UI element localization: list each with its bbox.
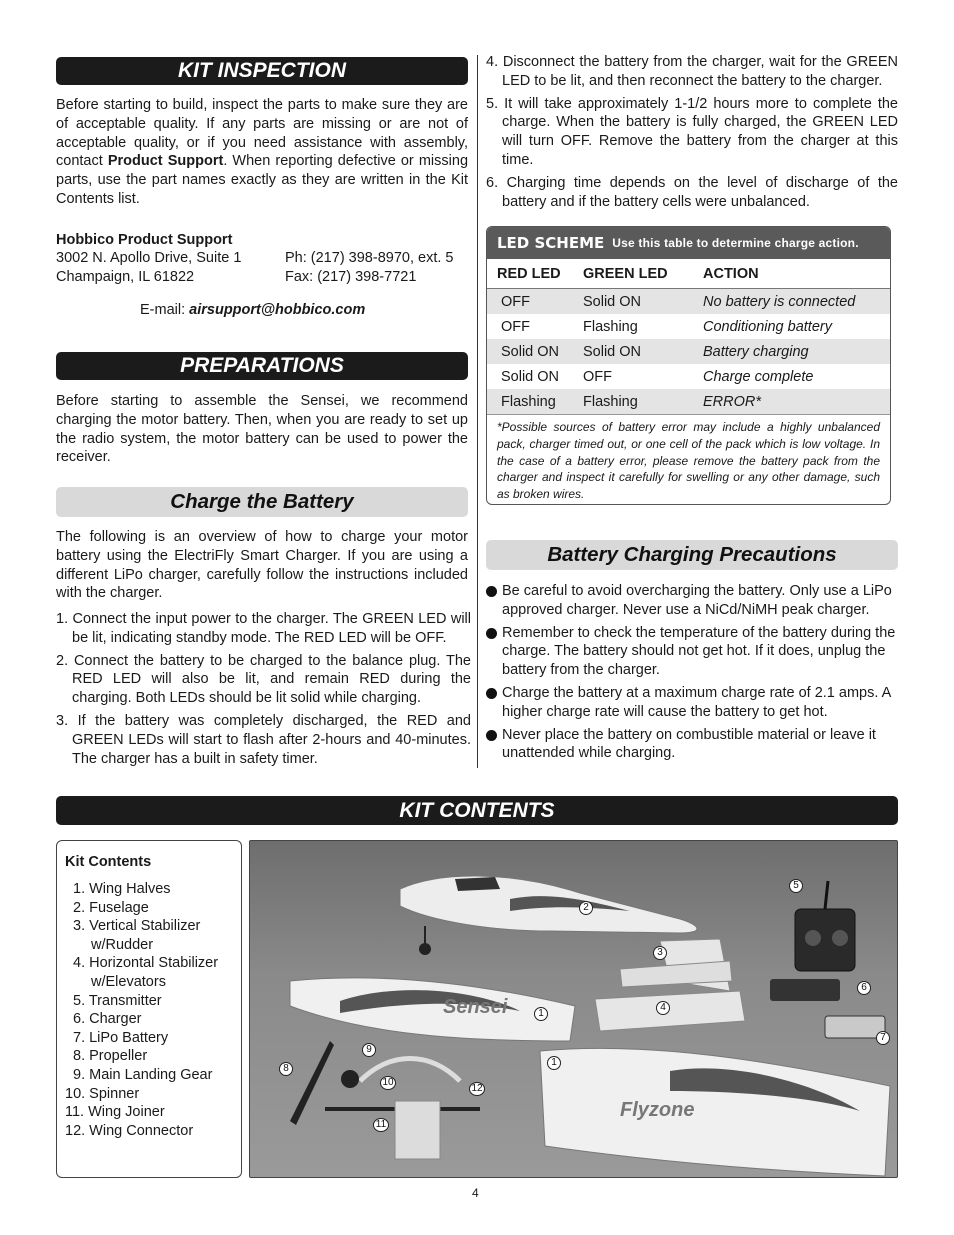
kit-inspection-paragraph: Before starting to build, inspect the parts to make sure they are of acceptable quality. If any parts are missing or are not of acceptable quality, or if you need assistance with assembly, contact Product Support. When reporting defective or missing parts, use the part names exactly as they are written in the Kit Contents list. [56,97,469,207]
charge-steps-right [486,53,898,215]
table-row [487,389,890,414]
kit-contents-list [57,880,218,1140]
kit-contents-list-box [56,840,242,1178]
precautions-heading: Battery Charging Precautions [486,540,898,570]
charge-step: 2. Connect the battery to be charged to the balance plug. The RED LED will also be lit, and remain RED during the charging. Both LEDs should be lit solid while charging. [56,652,471,707]
list-item: Remember to check the temperature of the battery during the charge. The battery should not get hot. If it does, unplug the battery from the charger. [486,624,900,680]
charge-step: 3. If the battery was completely discharged, the RED and GREEN LEDs will start to flash after 2-hours and 40-minutes. The charger has a built in safety timer. [56,712,471,767]
cell-red: OFF [501,293,530,310]
support-address-line1: 3002 N. Apollo Drive, Suite 1 [56,250,242,266]
table-row [487,364,890,389]
cell-red: Solid ON [501,368,560,385]
list-item: w/Elevators [91,973,166,990]
list-item: 10. Spinner [65,1085,140,1102]
page-number: 4 [472,1186,479,1200]
list-item: 1. Wing Halves [73,881,171,897]
table-row [487,314,890,339]
support-title: Hobbico Product Support [56,232,233,248]
bullet-icon [486,730,497,741]
photo-label: 11 [373,1118,389,1132]
led-footnote: *Possible sources of battery error may include a highly unbalanced pack, charger timed out, or one cell of the pack which is low voltage. In the case of a battery error, please remove the battery pack from the charger and inspect it carefully for swelling or any other damage, such as broken wires. [487,414,890,505]
cell-red: Flashing [501,393,556,410]
cell-action: ERROR* [703,393,762,410]
kit-parts-illustration [250,841,898,1178]
list-item: 6. Charger [73,1011,142,1028]
support-fax: Fax: (217) 398-7721 [285,269,417,285]
cell-green: OFF [583,368,612,385]
sensei-logo: Sensei [443,996,508,1018]
led-scheme-table [486,226,891,505]
list-item: Be careful to avoid overcharging the battery. Only use a LiPo approved charger. Never use a NiCd/NiMH peak charger. [486,582,900,620]
list-item: 12. Wing Connector [65,1122,194,1139]
bullet-icon [486,688,497,699]
photo-label: 1 [547,1056,561,1070]
bullet-icon [486,628,497,639]
photo-label: 3 [653,946,667,960]
kit-contents-heading: KIT CONTENTS [56,796,898,825]
led-scheme-title: LED SCHEME [497,234,605,252]
list-item: 2. Fuselage [73,899,149,916]
photo-label: 5 [789,879,803,893]
precautions-list [486,582,900,767]
flyzone-logo: Flyzone [620,1099,695,1121]
list-item: 8. Propeller [73,1048,148,1065]
table-row [487,289,890,314]
cell-green: Solid ON [583,293,642,310]
charge-step: 5. It will take approximately 1-1/2 hours more to complete the charge. When the battery is fully charged, the GREEN LED will turn OFF. Remove the battery from the charger at this time. [486,95,898,168]
led-column-headers [487,259,890,289]
email-link[interactable]: airsupport@hobbico.com [189,302,366,318]
kit-contents-photo [249,840,898,1178]
table-row [487,339,890,364]
col-action: ACTION [703,265,759,282]
support-phone: Ph: (217) 398-8970, ext. 5 [285,250,454,266]
photo-label: 6 [857,981,871,995]
support-address-line2: Champaign, IL 61822 [56,269,195,285]
cell-green: Solid ON [583,343,642,360]
cell-action: Charge complete [703,368,814,385]
list-item: 7. LiPo Battery [73,1029,169,1046]
cell-action: No battery is connected [703,293,856,310]
cell-red: Solid ON [501,343,560,360]
column-divider [477,55,478,768]
charge-battery-heading: Charge the Battery [56,487,468,517]
list-item: 4. Horizontal Stabilizer [73,955,219,972]
bullet-icon [486,586,497,597]
photo-label: 9 [362,1043,376,1057]
cell-green: Flashing [583,393,638,410]
col-red-led: RED LED [497,265,561,282]
cell-green: Flashing [583,318,638,335]
photo-label: 10 [380,1076,396,1090]
photo-label: 4 [656,1001,670,1015]
list-item: 9. Main Landing Gear [73,1066,213,1083]
led-scheme-subtitle: Use this table to determine charge action. [612,236,859,250]
list-item: Charge the battery at a maximum charge rate of 2.1 amps. A higher charge rate will cause the battery to get hot. [486,684,900,722]
list-item: Never place the battery on combustible material or leave it unattended while charging. [486,726,900,764]
photo-label: 1 [534,1007,548,1021]
led-scheme-header [487,227,890,259]
photo-label: 8 [279,1062,293,1076]
photo-label: 12 [469,1082,485,1096]
preparations-heading: PREPARATIONS [56,352,468,380]
charge-step: 6. Charging time depends on the level of discharge of the battery and if the battery cells were unbalanced. [486,174,898,210]
list-item: 5. Transmitter [73,992,162,1009]
list-item: 11. Wing Joiner [65,1104,165,1121]
cell-action: Battery charging [703,343,809,360]
list-item: w/Rudder [91,936,154,953]
charge-battery-intro: The following is an overview of how to charge your motor battery using the ElectriFly Smart Charger. If you are using a different LiPo charger, carefully follow the instructions included with the charger. [56,529,468,602]
charge-step: 1. Connect the input power to the charger. The GREEN LED will be lit, indicating standby mode. The RED LED will be OFF. [56,611,471,646]
kit-inspection-heading: KIT INSPECTION [56,57,468,85]
kit-contents-list-title: Kit Contents [65,854,152,870]
list-item: 3. Vertical Stabilizer [73,918,201,935]
support-email: E-mail: airsupport@hobbico.com [140,302,366,318]
col-green-led: GREEN LED [583,265,668,282]
cell-red: OFF [501,318,530,335]
preparations-paragraph: Before starting to assemble the Sensei, we recommend charging the motor battery. Then, when you are ready to set up the radio system, the motor battery can be used to power the receiver. [56,393,468,466]
photo-label: 7 [876,1031,890,1045]
charge-steps-left [56,610,471,772]
cell-action: Conditioning battery [703,318,832,335]
photo-label: 2 [579,901,593,915]
charge-step: 4. Disconnect the battery from the charger, wait for the GREEN LED to be lit, and then reconnect the battery to the charger. [486,54,898,89]
